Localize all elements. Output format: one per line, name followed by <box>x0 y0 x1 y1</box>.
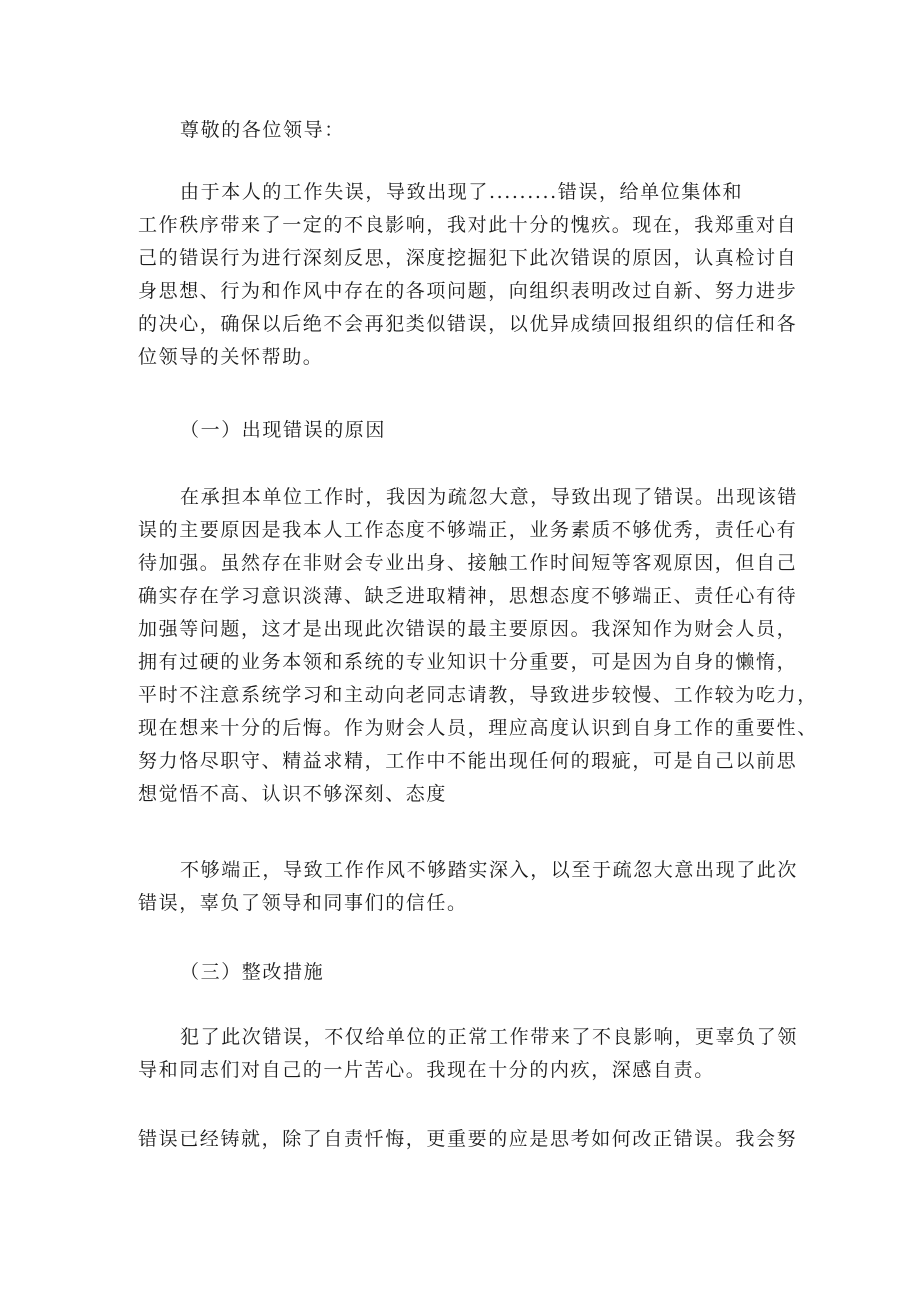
reason-line: 待加强。虽然存在非财会专业出身、接触工作时间短等客观原因，但自己 <box>138 552 798 574</box>
continuation-line: 错误，辜负了领导和同事们的信任。 <box>138 892 468 914</box>
intro-line: 己的错误行为进行深刻反思，深度挖掘犯下此次错误的原因，认真检讨自 <box>138 247 798 269</box>
reason-line: 现在想来十分的后悔。作为财会人员，理应高度认识到自身工作的重要性、 <box>138 717 818 739</box>
intro-line: 由于本人的工作失误，导致出现了.........错误，给单位集体和 <box>180 181 744 203</box>
reason-line: 平时不注意系统学习和主动向老同志请教，导致进步较慢、工作较为吃力， <box>138 684 818 706</box>
intro-line: 位领导的关怀帮助。 <box>138 346 324 368</box>
reason-line: 加强等问题，这才是出现此次错误的最主要原因。我深知作为财会人员， <box>138 618 798 640</box>
rectification-line: 犯了此次错误，不仅给单位的正常工作带来了不良影响，更辜负了领 <box>180 1026 799 1048</box>
reason-line: 想觉悟不高、认识不够深刻、态度 <box>138 783 448 805</box>
reason-line: 确实存在学习意识淡薄、缺乏进取精神，思想态度不够端正、责任心有待 <box>138 585 798 607</box>
closing-line: 错误已经铸就，除了自责忏悔，更重要的应是思考如何改正错误。我会努 <box>138 1128 798 1150</box>
section-heading: （三）整改措施 <box>180 961 325 983</box>
reason-line: 在承担本单位工作时，我因为疏忽大意，导致出现了错误。出现该错 <box>180 486 799 508</box>
reason-line: 误的主要原因是我本人工作态度不够端正，业务素质不够优秀，责任心有 <box>138 519 798 541</box>
continuation-line: 不够端正，导致工作作风不够踏实深入，以至于疏忽大意出现了此次 <box>180 859 799 881</box>
reason-line: 努力恪尽职守、精益求精，工作中不能出现任何的瑕疵，可是自己以前思 <box>138 750 798 772</box>
rectification-line: 导和同志们对自己的一片苦心。我现在十分的内疚，深感自责。 <box>138 1059 715 1081</box>
intro-line: 工作秩序带来了一定的不良影响，我对此十分的愧疚。现在，我郑重对自 <box>138 214 798 236</box>
greeting: 尊敬的各位领导： <box>180 119 345 141</box>
intro-line: 的决心，确保以后绝不会再犯类似错误，以优异成绩回报组织的信任和各 <box>138 313 798 335</box>
intro-line: 身思想、行为和作风中存在的各项问题，向组织表明改过自新、努力进步 <box>138 280 798 302</box>
section-heading: （一）出现错误的原因 <box>180 419 387 441</box>
reason-line: 拥有过硬的业务本领和系统的专业知识十分重要，可是因为自身的懒惰， <box>138 651 798 673</box>
